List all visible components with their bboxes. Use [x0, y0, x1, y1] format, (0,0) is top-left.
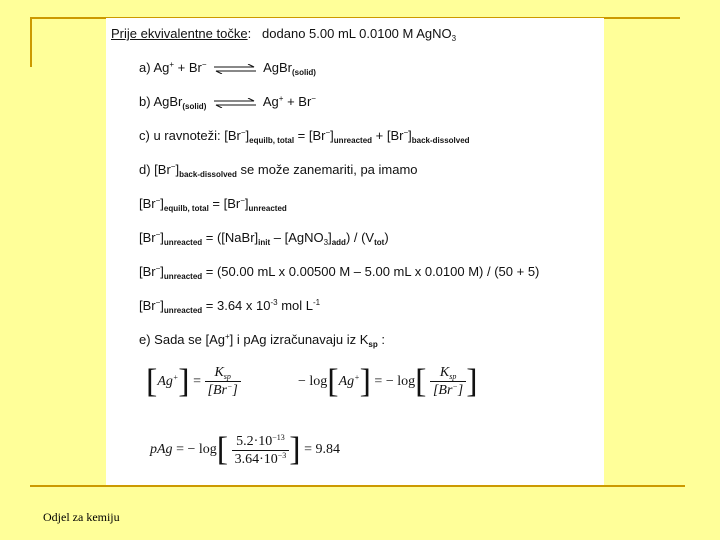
formula2-den-text: Br [438, 383, 453, 398]
line-e1-t0: [Br [139, 196, 156, 211]
line-unreacted-numbers [139, 264, 539, 281]
line-e3-sup1: − [155, 264, 161, 273]
formula2-eq: = − log [370, 374, 416, 390]
line-e2-sup1: − [155, 230, 161, 239]
formula1-num-sub: sp [223, 372, 231, 381]
line-c-prefix: c) u ravnoteži: [Br [139, 128, 241, 143]
formula2-num [430, 365, 466, 382]
equilibrium-arrows-icon [214, 64, 256, 74]
line-e3-t2: = (50.00 mL x 0.00500 M – 5.00 mL x 0.0100 M) / (50 + 5) [202, 264, 540, 279]
line-c-t5: ] [408, 128, 412, 143]
line-e1-sup2: − [240, 196, 245, 205]
formula1-ag-sup: + [172, 373, 179, 383]
line-e5-s1: sp [368, 340, 378, 349]
line-unreacted-formula [139, 230, 389, 247]
line-a-mid: + Br [174, 60, 202, 75]
line-e4-t1: ] [160, 298, 164, 313]
line-e1-sup1: − [155, 196, 161, 205]
line-e2-t6: ) [384, 230, 389, 245]
bracket-close: ] [178, 363, 190, 400]
heading-text: dodano 5.00 mL 0.0100 M AgNO [262, 26, 452, 41]
line-e4-sup1: − [155, 298, 161, 307]
line-unreacted-result [139, 298, 320, 315]
formula3-den-sup: −3 [277, 450, 287, 460]
line-e4-sup3: -1 [313, 298, 321, 307]
line-d-rest: se može zanemariti, pa imamo [236, 162, 418, 177]
line-e1-t3: ] [244, 196, 249, 211]
formula1-fraction [205, 365, 241, 399]
formula2-fraction [430, 365, 466, 399]
formula3-num [232, 433, 290, 451]
formula-ag-ksp [146, 363, 241, 401]
line-e1-t1: ] [160, 196, 164, 211]
line-e2-t4: ] [328, 230, 332, 245]
formula2-den-sup: − [452, 382, 458, 391]
line-a-product: AgBr [263, 60, 292, 75]
line-e3-s1: unreacted [163, 272, 203, 281]
line-a-sup1: + [169, 60, 175, 69]
line-e2-t2: = ([NaBr] [202, 230, 259, 245]
formula-pag [150, 431, 340, 469]
line-c [139, 128, 470, 145]
formula3-num-sup: −13 [272, 432, 285, 442]
line-d-t1: ] [175, 162, 180, 177]
line-e2-s5: tot [374, 238, 385, 247]
line-b-sup2: − [311, 94, 316, 103]
formula1-num [205, 365, 241, 382]
line-e2-s4: add [331, 238, 346, 247]
formula1-num-text: K [214, 365, 224, 380]
line-c-sup2: − [325, 128, 331, 137]
line-e1-s1: equilb, total [163, 204, 209, 213]
line-b-sub: (solid) [182, 102, 207, 111]
heading-label: Prije ekvivalentne točke [111, 26, 248, 41]
formula3-den-text: 3.64·10 [234, 451, 278, 467]
left-rule [30, 17, 32, 67]
formula-log-ag [298, 363, 478, 401]
line-e3-t0: [Br [139, 264, 156, 279]
line-e2-t0: [Br [139, 230, 156, 245]
line-e5-sup1: + [225, 332, 230, 341]
heading-line [111, 26, 456, 43]
heading-sub: 3 [451, 34, 457, 43]
line-c-t2: = [Br [294, 128, 326, 143]
line-e5-t0: e) Sada se [Ag [139, 332, 225, 347]
bracket-close: ] [289, 431, 301, 468]
formula3-eq: = − log [172, 442, 217, 458]
line-b-sup1: + [278, 94, 284, 103]
formula1-den-text: Br [212, 383, 227, 398]
line-e5-t1: ] i pAg izračunavaju iz K [229, 332, 369, 347]
line-e2-t5: ) / (V [345, 230, 375, 245]
formula3-den [232, 451, 290, 468]
line-c-s3: back-dissolved [411, 136, 470, 145]
line-e2-s3: 3 [323, 238, 329, 247]
formula1-den: [Br−] [207, 382, 238, 398]
line-e2-s1: unreacted [163, 238, 203, 247]
line-e4-t3: mol L [277, 298, 313, 313]
line-e2-s2: init [258, 238, 271, 247]
line-e5-t2: : [377, 332, 385, 347]
formula2-num-sub: sp [449, 372, 457, 381]
line-a [139, 60, 316, 77]
formula3-num-text: 5.2·10 [236, 433, 273, 449]
formula1-den-sup: − [226, 382, 233, 391]
line-e4-t0: [Br [139, 298, 156, 313]
line-a-product-sub: (solid) [291, 68, 316, 77]
line-e1-t2: = [Br [208, 196, 241, 211]
heading-colon: : [247, 26, 252, 41]
line-e4-sup2: -3 [270, 298, 278, 307]
line-b-prefix: b) AgBr [139, 94, 183, 109]
slide-content-image [106, 18, 604, 485]
formula3-fraction [232, 433, 290, 468]
line-e2-t1: ] [160, 230, 164, 245]
line-b-rest: + Br [283, 94, 312, 109]
line-b [139, 94, 316, 111]
formula3-result: = 9.84 [300, 442, 340, 458]
line-c-t4: + [Br [372, 128, 404, 143]
formula1-eq: = [189, 374, 205, 390]
line-c-s2: unreacted [333, 136, 373, 145]
line-c-sup3: − [403, 128, 409, 137]
formula2-num-text: K [439, 365, 450, 380]
formula2-lhs: − log [298, 374, 328, 390]
bracket-close: ] [359, 363, 371, 400]
formula2-ag-sup: + [354, 373, 360, 383]
line-c-s1: equilb, total [249, 136, 295, 145]
line-d-prefix: d) [Br [139, 162, 171, 177]
line-a-sup2: − [201, 60, 207, 69]
line-e1-s2: unreacted [248, 204, 287, 213]
line-e3-t1: ] [160, 264, 164, 279]
line-c-t3: ] [330, 128, 334, 143]
line-a-prefix: a) Ag [139, 60, 170, 75]
bracket-open: [ [216, 431, 229, 468]
line-e2-t3: – [AgNO [270, 230, 324, 245]
bracket-close: ] [466, 363, 478, 400]
bracket-open: [ [327, 363, 339, 400]
bracket-open: [ [415, 363, 427, 400]
line-e4-t2: = 3.64 x 10 [202, 298, 271, 313]
line-d [139, 162, 418, 179]
line-equilb [139, 196, 287, 213]
line-c-t1: ] [245, 128, 250, 143]
formula1-ag: Ag [157, 374, 173, 390]
line-c-sup1: − [240, 128, 246, 137]
formula3-lhs: pAg [150, 442, 173, 458]
line-e [139, 332, 385, 349]
equilibrium-arrows-icon [214, 98, 256, 108]
bracket-open: [ [146, 363, 158, 400]
line-b-product: Ag [262, 94, 279, 109]
line-d-s1: back-dissolved [179, 170, 237, 179]
line-e4-s1: unreacted [163, 306, 203, 315]
line-d-sup1: − [170, 162, 176, 171]
formula2-den: [Br−] [432, 382, 464, 398]
footer-label: Odjel za kemiju [43, 510, 120, 524]
formula2-ag: Ag [338, 374, 355, 390]
bottom-rule [30, 485, 685, 487]
